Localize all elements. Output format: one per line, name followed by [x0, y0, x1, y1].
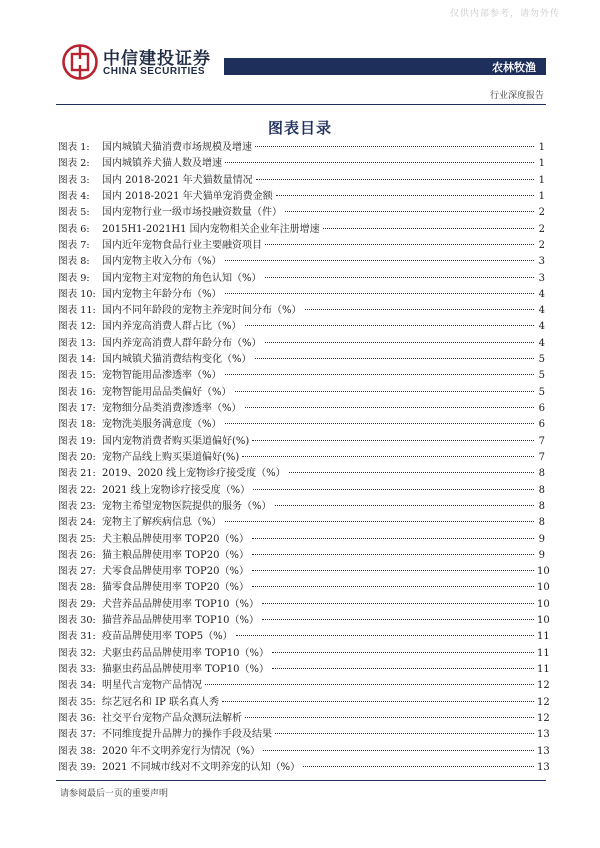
- toc-entry-title: 犬主粮品牌使用率 TOP20（%）: [102, 533, 250, 545]
- toc-entry-page: 2: [538, 239, 545, 251]
- toc-entry-page: 13: [537, 729, 550, 741]
- toc-entry[interactable]: [58, 515, 545, 531]
- toc-entry-label: 图表 33:: [58, 664, 96, 675]
- toc-entry[interactable]: [58, 597, 550, 613]
- toc-entry-page: 8: [538, 468, 545, 480]
- toc-entry-page: 3: [538, 272, 545, 284]
- figure-toc-list: [58, 140, 550, 776]
- toc-entry-label: 图表 34:: [58, 680, 96, 692]
- toc-entry-label: 图表 25:: [58, 533, 96, 545]
- toc-leader-dots: [225, 293, 534, 294]
- toc-entry-title: 2020 年不文明养宠行为情况（%）: [102, 745, 261, 757]
- toc-entry-page: 8: [538, 500, 545, 512]
- toc-entry[interactable]: [58, 140, 545, 156]
- toc-entry-label: 图表 39:: [58, 761, 96, 773]
- toc-entry[interactable]: [58, 238, 545, 254]
- watermark-text: 仅供内部参考，请勿外传: [449, 9, 560, 19]
- toc-entry-title: 国内宠物消费者购买渠道偏好(%): [102, 435, 250, 447]
- toc-entry-title: 国内宠物主收入分布（%）: [102, 256, 222, 268]
- toc-entry[interactable]: [58, 401, 545, 417]
- toc-entry-page: 8: [538, 484, 545, 496]
- toc-entry-page: 10: [537, 598, 550, 610]
- toc-entry[interactable]: [58, 760, 550, 776]
- toc-leader-dots: [245, 717, 534, 718]
- toc-entry-title: 猫主粮品牌使用率 TOP20（%）: [102, 549, 250, 561]
- toc-entry[interactable]: [58, 629, 550, 645]
- toc-entry-page: 12: [537, 696, 550, 708]
- toc-entry-title: 犬驱虫药品品牌使用率 TOP10（%）: [102, 647, 270, 659]
- toc-entry-label: 图表 21:: [58, 468, 96, 480]
- toc-entry[interactable]: [58, 678, 550, 694]
- toc-entry[interactable]: [58, 156, 545, 172]
- industry-label: 农林牧渔: [492, 61, 536, 74]
- header-divider: [56, 104, 546, 105]
- toc-entry-label: 图表 29:: [58, 598, 96, 610]
- toc-entry-page: 3: [538, 256, 545, 268]
- toc-entry-label: 图表 11:: [58, 305, 96, 317]
- toc-entry[interactable]: [58, 613, 550, 629]
- toc-entry[interactable]: [58, 483, 545, 499]
- toc-entry-title: 国内城镇犬猫消费市场规模及增速: [102, 142, 252, 153]
- toc-entry-page: 4: [538, 288, 545, 300]
- toc-entry-label: 图表 9:: [58, 272, 90, 284]
- toc-entry-label: 图表 6:: [58, 223, 90, 235]
- toc-entry-title: 国内城镇养犬猫人数及增速: [102, 158, 222, 170]
- toc-entry-label: 图表 3:: [58, 174, 90, 186]
- toc-entry-page: 1: [538, 158, 545, 170]
- toc-entry[interactable]: [58, 303, 545, 319]
- toc-entry[interactable]: [58, 727, 550, 743]
- toc-entry-title: 2021 不同城市线对不文明养宠的认知（%）: [102, 761, 301, 773]
- toc-entry-label: 图表 28:: [58, 582, 96, 594]
- toc-leader-dots: [253, 489, 534, 490]
- toc-leader-dots: [303, 766, 534, 767]
- toc-leader-dots: [289, 472, 534, 473]
- toc-entry-page: 12: [537, 712, 550, 724]
- toc-entry-label: 图表 4:: [58, 190, 90, 202]
- toc-entry[interactable]: [58, 254, 545, 270]
- toc-entry-label: 图表 27:: [58, 566, 96, 578]
- toc-entry-page: 1: [538, 142, 545, 153]
- footer-disclaimer: 请参阅最后一页的重要声明: [60, 789, 169, 799]
- toc-entry-page: 2: [538, 223, 545, 235]
- toc-leader-dots: [222, 701, 534, 702]
- toc-entry-title: 宠物产品线上购买渠道偏好(%): [102, 451, 240, 463]
- toc-entry-title: 宠物主了解疾病信息（%）: [102, 517, 222, 529]
- toc-leader-dots: [272, 652, 534, 653]
- toc-entry-page: 7: [538, 435, 545, 447]
- toc-entry-title: 社交平台宠物产品众测玩法解析: [102, 712, 242, 724]
- toc-entry[interactable]: [58, 352, 545, 368]
- report-type-label: 行业深度报告: [489, 91, 544, 101]
- toc-entry[interactable]: [58, 564, 550, 580]
- toc-entry-title: 2015H1-2021H1 国内宠物相关企业年注册增速: [102, 223, 320, 235]
- toc-entry[interactable]: [58, 695, 550, 711]
- toc-entry-label: 图表 23:: [58, 500, 96, 512]
- toc-entry[interactable]: [58, 385, 545, 401]
- toc-entry-label: 图表 30:: [58, 615, 96, 627]
- toc-entry[interactable]: [58, 287, 545, 303]
- toc-entry-title: 不同维度提升品牌力的操作手段及结果: [102, 729, 272, 741]
- toc-entry-page: 11: [537, 631, 550, 643]
- toc-entry-label: 图表 14:: [58, 354, 96, 366]
- footer-divider: [56, 780, 546, 781]
- toc-leader-dots: [262, 603, 534, 604]
- toc-entry-page: 4: [538, 321, 545, 333]
- toc-leader-dots: [255, 146, 534, 147]
- toc-entry-label: 图表 10:: [58, 288, 96, 300]
- toc-entry-title: 综艺冠名和 IP 联名真人秀: [102, 696, 220, 708]
- toc-entry-page: 10: [537, 566, 550, 578]
- toc-entry-title: 国内养宠高消费人群年龄分布（%）: [102, 337, 262, 349]
- toc-entry[interactable]: [58, 173, 545, 189]
- toc-leader-dots: [323, 228, 534, 229]
- toc-leader-dots: [275, 505, 534, 506]
- toc-entry[interactable]: [58, 466, 545, 482]
- toc-entry-title: 国内 2018-2021 年犬猫单宠消费金额: [102, 190, 273, 202]
- toc-entry-page: 6: [538, 419, 545, 431]
- toc-entry-title: 国内不同年龄段的宠物主养宠时间分布（%）: [102, 305, 302, 317]
- toc-entry-label: 图表 16:: [58, 386, 96, 398]
- toc-entry[interactable]: [58, 499, 545, 515]
- toc-leader-dots: [272, 668, 534, 669]
- toc-entry-label: 图表 37:: [58, 729, 96, 741]
- toc-leader-dots: [263, 750, 534, 751]
- industry-header-bar: [224, 58, 546, 75]
- toc-entry-title: 猫零食品牌使用率 TOP20（%）: [102, 582, 250, 594]
- toc-entry-page: 11: [537, 647, 550, 659]
- toc-entry-label: 图表 18:: [58, 419, 96, 431]
- toc-entry-title: 猫营养品品牌使用率 TOP10（%）: [102, 615, 260, 627]
- citic-logo-icon: [62, 44, 98, 80]
- toc-entry-page: 9: [538, 549, 545, 561]
- toc-entry-title: 国内宠物主对宠物的角色认知（%）: [102, 272, 262, 284]
- toc-entry-title: 疫苗品牌使用率 TOP5（%）: [102, 631, 233, 643]
- toc-entry-page: 6: [538, 403, 545, 414]
- toc-entry-page: 4: [538, 305, 545, 317]
- toc-entry-title: 国内城镇犬猫消费结构变化（%）: [102, 354, 252, 366]
- toc-leader-dots: [285, 211, 534, 212]
- toc-entry-title: 国内 2018-2021 年犬猫数量情况: [102, 174, 253, 186]
- toc-entry-label: 图表 38:: [58, 745, 96, 757]
- toc-entry-label: 图表 26:: [58, 549, 96, 561]
- toc-entry-page: 7: [538, 451, 545, 463]
- toc-entry-page: 5: [538, 354, 545, 366]
- brand-name-cn: 中信建投证券: [103, 49, 211, 69]
- toc-entry-title: 国内养宠高消费人群占比（%）: [102, 321, 242, 333]
- toc-entry-label: 图表 2:: [58, 158, 90, 170]
- toc-entry-page: 11: [537, 664, 550, 675]
- toc-entry-page: 5: [538, 386, 545, 398]
- toc-entry-page: 10: [537, 615, 550, 627]
- toc-leader-dots: [252, 538, 534, 539]
- toc-entry-title: 2021 线上宠物诊疗接受度（%）: [102, 484, 251, 496]
- toc-entry-page: 10: [537, 582, 550, 594]
- toc-leader-dots: [265, 342, 534, 343]
- toc-leader-dots: [252, 570, 534, 571]
- toc-leader-dots: [265, 277, 534, 278]
- toc-entry[interactable]: [58, 646, 550, 662]
- toc-entry-label: 图表 7:: [58, 239, 90, 251]
- toc-leader-dots: [242, 456, 534, 457]
- toc-entry-title: 宠物智能用品渗透率（%）: [102, 370, 222, 382]
- toc-entry-label: 图表 24:: [58, 517, 96, 529]
- toc-leader-dots: [205, 684, 534, 685]
- toc-leader-dots: [255, 358, 534, 359]
- toc-entry-title: 猫驱虫药品品牌使用率 TOP10（%）: [102, 664, 270, 675]
- toc-entry-page: 8: [538, 517, 545, 529]
- toc-entry[interactable]: [58, 450, 545, 466]
- toc-leader-dots: [275, 733, 534, 734]
- toc-entry[interactable]: [58, 711, 550, 727]
- toc-leader-dots: [245, 325, 534, 326]
- toc-entry-page: 5: [538, 370, 545, 382]
- toc-entry-page: 4: [538, 337, 545, 349]
- brand-name-en: CHINA SECURITIES: [103, 66, 206, 77]
- toc-entry-label: 图表 32:: [58, 647, 96, 659]
- toc-entry-page: 12: [537, 680, 550, 692]
- toc-entry-label: 图表 12:: [58, 321, 96, 333]
- toc-entry-label: 图表 19:: [58, 435, 96, 447]
- toc-title: 图表目录: [267, 119, 332, 137]
- toc-entry-title: 国内近年宠物食品行业主要融资项目: [102, 239, 262, 251]
- toc-leader-dots: [265, 244, 534, 245]
- toc-entry-page: 1: [538, 190, 545, 202]
- toc-entry-page: 2: [538, 207, 545, 219]
- toc-entry-title: 犬营养品品牌使用率 TOP10（%）: [102, 598, 260, 610]
- toc-leader-dots: [225, 374, 534, 375]
- toc-entry[interactable]: [58, 189, 545, 205]
- toc-leader-dots: [262, 619, 534, 620]
- toc-entry-label: 图表 20:: [58, 451, 96, 463]
- toc-entry[interactable]: [58, 336, 545, 352]
- toc-entry-title: 宠物洗美服务满意度（%）: [102, 419, 222, 431]
- toc-leader-dots: [236, 635, 534, 636]
- toc-leader-dots: [235, 391, 534, 392]
- toc-leader-dots: [225, 423, 534, 424]
- toc-entry-title: 宠物主希望宠物医院提供的服务（%）: [102, 500, 272, 512]
- toc-entry-title: 犬零食品牌使用率 TOP20（%）: [102, 566, 250, 578]
- toc-leader-dots: [225, 260, 534, 261]
- toc-leader-dots: [245, 407, 534, 408]
- toc-entry-title: 宠物细分品类消费渗透率（%）: [102, 403, 242, 414]
- toc-entry[interactable]: [58, 417, 545, 433]
- toc-leader-dots: [305, 309, 534, 310]
- toc-entry[interactable]: [58, 580, 550, 596]
- toc-entry[interactable]: [58, 662, 550, 678]
- toc-leader-dots: [225, 521, 534, 522]
- toc-entry-page: 13: [537, 745, 550, 757]
- toc-entry-title: 国内宠物行业一级市场投融资数量（件）: [102, 207, 282, 219]
- toc-entry-title: 国内宠物主年龄分布（%）: [102, 288, 222, 300]
- toc-entry-label: 图表 36:: [58, 712, 96, 724]
- toc-entry-label: 图表 8:: [58, 256, 90, 268]
- toc-leader-dots: [252, 586, 534, 587]
- toc-entry-label: 图表 5:: [58, 207, 90, 219]
- toc-entry[interactable]: [58, 319, 545, 335]
- toc-entry-label: 图表 17:: [58, 403, 96, 414]
- toc-entry-label: 图表 13:: [58, 337, 96, 349]
- toc-entry[interactable]: [58, 434, 545, 450]
- toc-entry-label: 图表 15:: [58, 370, 96, 382]
- toc-entry-label: 图表 35:: [58, 696, 96, 708]
- toc-entry-title: 2019、2020 线上宠物诊疗接受度（%）: [102, 468, 286, 480]
- toc-entry-page: 1: [538, 174, 545, 186]
- toc-entry[interactable]: [58, 271, 545, 287]
- toc-leader-dots: [252, 554, 534, 555]
- toc-entry-title: 明星代言宠物产品情况: [102, 680, 202, 692]
- toc-entry[interactable]: [58, 368, 545, 384]
- toc-entry[interactable]: [58, 222, 545, 238]
- toc-leader-dots: [256, 179, 534, 180]
- toc-leader-dots: [225, 162, 534, 163]
- toc-entry[interactable]: [58, 205, 545, 221]
- toc-entry-page: 9: [538, 533, 545, 545]
- toc-entry-page: 13: [537, 761, 550, 773]
- toc-entry-label: 图表 1:: [58, 142, 90, 153]
- toc-entry[interactable]: [58, 532, 545, 548]
- toc-entry-label: 图表 22:: [58, 484, 96, 496]
- toc-leader-dots: [252, 440, 534, 441]
- toc-entry-title: 宠物智能用品品类偏好（%）: [102, 386, 232, 398]
- toc-entry[interactable]: [58, 744, 550, 760]
- toc-leader-dots: [276, 195, 534, 196]
- toc-entry[interactable]: [58, 548, 545, 564]
- toc-entry-label: 图表 31:: [58, 631, 96, 643]
